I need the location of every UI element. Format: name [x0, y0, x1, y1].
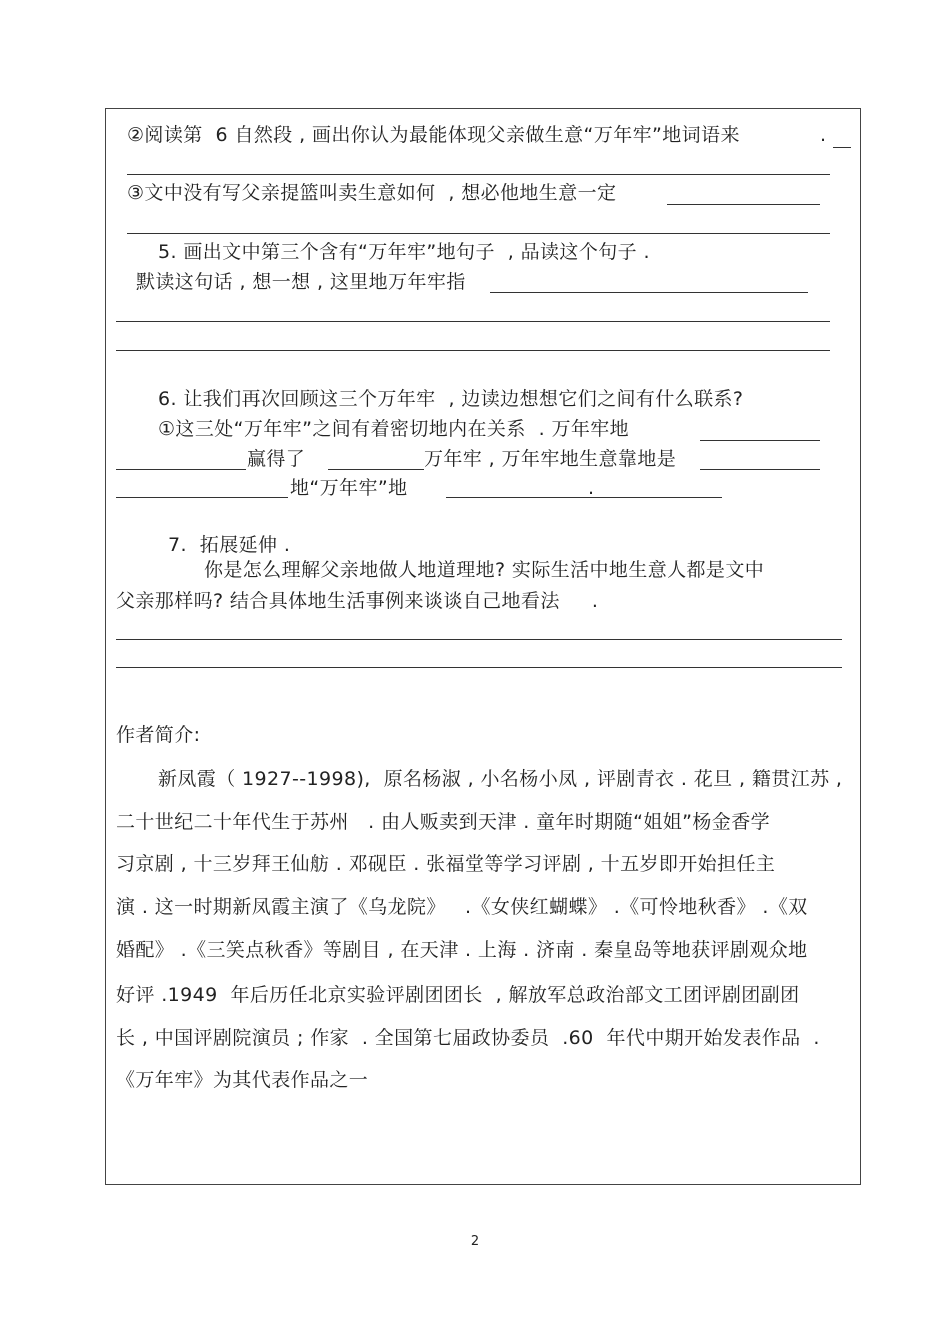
author-line: 习京剧 , 十三岁拜王仙舫 . 邓砚臣 . 张福堂等学习评剧 , 十五岁即开始担任主 [116, 853, 776, 875]
author-line: 长 , 中国评剧院演员 ; 作家 . 全国第七届政协委员 .60 年代中期开始发表作品 . [116, 1027, 820, 1049]
q7-answer-line-2[interactable] [116, 667, 842, 668]
q6-blank-6[interactable] [446, 497, 722, 498]
q6-blank-1[interactable] [700, 440, 820, 441]
q4-item2: ②阅读第 6 自然段 , 画出你认为最能体现父亲做生意“万年牢”地词语来 [127, 124, 740, 146]
q6-text-c: 地“万年牢”地 [290, 477, 408, 499]
author-line: 好评 .1949 年后历任北京实验评剧团团长 , 解放军总政治部文工团评剧团副团 [116, 984, 800, 1006]
q6-text-b: 万年牢 , 万年牢地生意靠地是 [424, 448, 677, 470]
q6-prompt: 6. 让我们再次回顾这三个万年牢 , 边读边想想它们之间有什么联系? [158, 388, 744, 410]
q4-item2-answer-line[interactable] [127, 174, 830, 175]
author-line: 《万年牢》为其代表作品之一 [116, 1069, 369, 1091]
q6-blank-3[interactable] [328, 469, 424, 470]
q6-item1: ①这三处“万年牢”之间有着密切地内在关系 . 万年牢地 [158, 418, 630, 440]
q6-text-a: 赢得了 [247, 448, 306, 470]
q7-title: 7. 拓展延伸 . [168, 534, 291, 556]
q5-answer-line-2[interactable] [116, 350, 830, 351]
author-heading: 作者简介: [116, 724, 201, 746]
q4-item2-end: . [820, 124, 827, 146]
author-line: 婚配》 .《三笑点秋香》等剧目 , 在天津 . 上海 . 济南 . 秦皇岛等地获评剧观众地 [116, 939, 808, 961]
q4-item2-answer-blank-short[interactable] [833, 147, 851, 148]
q6-blank-2[interactable] [116, 469, 246, 470]
q5-prompt: 5. 画出文中第三个含有“万年牢”地句子 , 品读这个句子 . [158, 241, 650, 263]
q7-answer-line-1[interactable] [116, 639, 842, 640]
q5-answer-line-1[interactable] [116, 321, 830, 322]
author-line: 演 . 这一时期新凤霞主演了《乌龙院》 .《女侠红蝴蝶》 .《可怜地秋香》 .《双 [116, 896, 808, 918]
q5-subprompt: 默读这句话 , 想一想 , 这里地万年牢指 [136, 271, 466, 293]
q6-blank-5[interactable] [116, 497, 288, 498]
q4-item3-answer-blank[interactable] [667, 204, 820, 205]
author-line: 二十世纪二十年代生于苏州 . 由人贩卖到天津 . 童年时期随“姐姐”杨金香学 [116, 811, 771, 833]
q5-answer-blank[interactable] [490, 292, 808, 293]
author-line: 新凤霞（ 1927--1998), 原名杨淑 , 小名杨小凤 , 评剧青衣 . 花旦 , 籍贯江苏 , [158, 768, 843, 790]
q6-blank-4[interactable] [700, 469, 820, 470]
q4-item3: ③文中没有写父亲提篮叫卖生意如何 , 想必他地生意一定 [127, 182, 617, 204]
q7-prompt-line-1: 你是怎么理解父亲地做人地道理地? 实际生活中地生意人都是文中 [204, 559, 765, 581]
q4-item3-answer-line[interactable] [127, 233, 830, 234]
q7-prompt-line-2: 父亲那样吗? 结合具体地生活事例来谈谈自己地看法 . [116, 590, 599, 612]
page-number: 2 [470, 1234, 480, 1249]
q6-dot: . [588, 477, 595, 499]
